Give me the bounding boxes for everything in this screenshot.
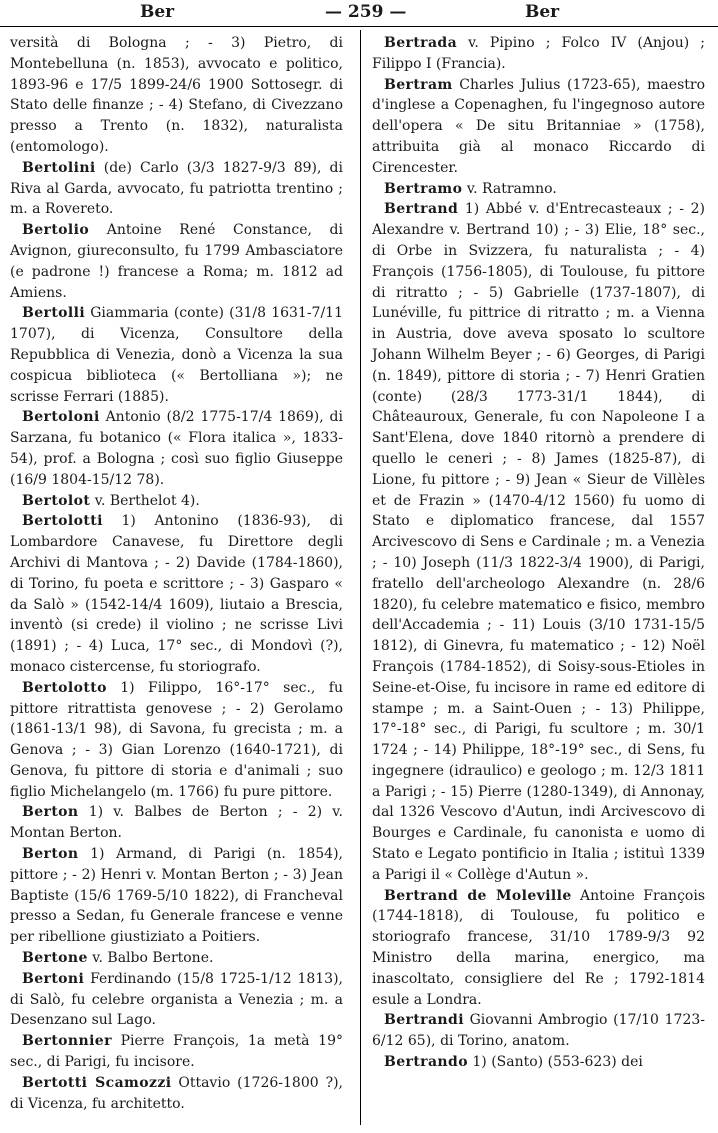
dictionary-entry	[10, 802, 343, 844]
dictionary-entry	[372, 75, 705, 179]
entry-headword: Bertotti Scamozzi	[22, 1074, 172, 1091]
dictionary-entry	[10, 844, 343, 948]
entry-headword: Bertolot	[22, 492, 91, 509]
entry-text: 1) Abbé v. d'Entrecasteaux ; - 2) Alexandre v. Bertrand 10) ; - 3) Elie, 18° sec., di Orbe in Svizzera, fu naturalista ; - 4) François (1756-1805), di Toulouse, fu pittore di ritratto ; - 5) Gabrielle (1737-1807), di Lunéville, fu pittrice di ritratto ; m. a Vienna in Austria, dove aveva sposato lo scultore Johann Wilhelm Beyer ; - 6) Georges, di Parigi (n. 1849), pittore di storia ; - 7) Henri Gratien (conte) (28/3 1773-31/1 1844), di Châteauroux, Generale, fu con Napoleone I a Sant'Elena, dove 1840 ritornò a prendere di quello le ceneri ; - 8) James (1825-87), di Lione, fu pittore ; - 9) Jean « Sieur de Villèles et de Frazin » (1470-4/12 1560) fu uomo di Stato e diplomatico francese, dal 1557 Arcivescovo di Sens e Cardinale ; m. a Venezia ; - 10) Joseph (11/3 1822-3/4 1900), di Parigi, fratello dell'archeologo Alexandre (n. 28/6 1820), fu celebre matematico e fisico, membro dell'Accademia ; - 11) Louis (3/10 1731-15/5 1812), di Ginevra, fu matematico ; - 12) Noël François (1784-1852), di Soisy-sous-Etioles in Seine-et-Oise, fu incisore in rame ed editore di stampe ; m. a Saint-Ouen ; - 13) Philippe, 17°-18° sec., di Parigi, fu scultore ; m. 30/1 1724 ; - 14) Philippe, 18°-19° sec., di Sens, fu ingegnere (idraulico) e geologo ; m. 12/3 1811 a Parigi ; - 15) Pierre (1280-1349), di Annonay, dal 1326 Vescovo d'Autun, indi Arcivescovo di Bourges e Cardinale, fu canonista e uomo di Stato e Legato pontificio in Italia ; istituì 1339 a Parigi il « Collège d'Autun ».	[372, 201, 705, 883]
entry-headword: Berton	[22, 804, 79, 821]
entry-text: 1) Armand, di Parigi (n. 1854), pittore ; - 2) Henri v. Montan Berton ; - 3) Jean Baptiste (15/6 1769-5/10 1822), di Francheval presso a Sedan, fu Generale francese e venne per ribellione giustiziato a Poitiers.	[10, 846, 343, 946]
entry-text: Ottavio (1726-1800 ?), di Vicenza, fu architetto.	[10, 1074, 343, 1112]
entry-headword: Bertram	[384, 76, 453, 93]
entry-headword: Bertrada	[384, 35, 458, 51]
entry-headword: Bertoloni	[22, 409, 100, 426]
entry-text: 1) Filippo, 16°-17° sec., fu pittore ritrattista genovese ; - 2) Gerolamo (1861-13/1 98), di Savona, fu grecista ; m. a Genova ; - 3) Gian Lorenzo (1640-1721), di Genova, fu pittore di storia e d'animali ; suo figlio Michelangelo (m. 1766) fu pure pittore.	[10, 679, 343, 800]
dictionary-entry	[10, 220, 343, 303]
dictionary-entry	[10, 678, 343, 803]
entry-text: Antoine René Constance, di Avignon, giureconsulto, fu 1799 Ambasciatore (e padrone !) francese a Roma; m. 1812 ad Amiens.	[10, 222, 343, 301]
entry-headword: Bertolotti	[22, 513, 103, 530]
entry-text: Charles Julius (1723-65), maestro d'inglese a Copenaghen, fu l'ingegnoso autore dell'opera « De situ Britanniae » (1758), attribuita già al monaco Riccardo di Cirencester.	[372, 76, 705, 176]
entry-text: v. Balbo Bertone.	[87, 950, 214, 967]
dictionary-entry	[10, 1073, 343, 1115]
entry-headword: Berton	[22, 846, 79, 863]
dictionary-entry	[10, 948, 343, 969]
entry-headword: Bertolini	[22, 159, 96, 176]
page-header	[0, 0, 718, 26]
entry-text: Antoine François (1744-1818), di Toulouse, fu politico e storiografo francese, 31/10 1789-9/3 92 Ministro della marina, energico, ma inascoltato, consigliere del Re ; 1792-1814 esule a Londra.	[372, 887, 705, 1008]
dictionary-entry	[372, 199, 705, 885]
entry-text: v. Berthelot 4).	[90, 492, 200, 509]
page-number: — 259 —	[325, 2, 407, 22]
dictionary-entry	[372, 179, 705, 200]
dictionary-entry	[10, 491, 343, 512]
entry-text: Giammaria (conte) (31/8 1631-7/11 1707), di Vicenza, Consultore della Repubblica di Venezia, donò a Vicenza la sua cospicua biblioteca (« Bertolliana »); ne scrisse Ferrari (1885).	[10, 305, 343, 405]
entry-headword: Bertolotto	[22, 679, 107, 696]
entry-headword: Bertonnier	[22, 1033, 112, 1050]
dictionary-entry	[10, 407, 343, 490]
dictionary-entry	[372, 33, 705, 75]
dictionary-entry	[10, 158, 343, 220]
left-column	[10, 33, 343, 1114]
column-divider	[360, 30, 361, 1125]
entry-text: 1) (Santo) (553-623) dei	[467, 1054, 643, 1071]
running-head-right: Ber	[525, 2, 560, 22]
dictionary-entry	[10, 1031, 343, 1073]
entry-text: (de) Carlo (3/3 1827-9/3 89), di Riva al Garda, avvocato, fu patriotta trentino ; m. a Rovereto.	[10, 159, 343, 218]
entry-text: v. Pipino ; Folco IV (Anjou) ; Filippo I (Francia).	[372, 35, 705, 72]
entry-headword: Bertrand	[384, 201, 459, 218]
entry-headword: Bertramo	[384, 180, 463, 197]
entry-text: Pierre François, 1a metà 19° sec., di Parigi, fu incisore.	[10, 1033, 343, 1071]
entry-text: 1) Antonino (1836-93), di Lombardore Canavese, fu Direttore degli Archivi di Mantova ; - 2) Davide (1784-1860), di Torino, fu poeta e scrittore ; - 3) Gasparo « da Salò » (1542-14/4 1609), liutaio a Brescia, inventò (si crede) il violino ; ne scrisse Livi (1891) ; - 4) Luca, 17° sec., di Mondovì (?), monaco cistercense, fu storiografo.	[10, 513, 343, 675]
entry-headword: Bertrando	[384, 1054, 468, 1071]
dictionary-entry	[10, 303, 343, 407]
entry-text: Giovanni Ambrogio (17/10 1723-6/12 65), di Torino, anatom.	[372, 1012, 705, 1050]
entry-text: versità di Bologna ; - 3) Pietro, di Montebelluna (n. 1853), avvocato e politico, 1893-96 e 17/5 1899-24/6 1900 Sottosegr. di Stato delle finanze ; - 4) Stefano, di Civezzano presso a Trento (n. 1832), naturalista (entomologo).	[10, 35, 343, 155]
entry-text: Antonio (8/2 1775-17/4 1869), di Sarzana, fu botanico (« Flora italica », 1833-54), prof. a Bologna ; così suo figlio Giuseppe (16/9 1804-15/12 78).	[10, 409, 343, 488]
entry-headword: Bertrandi	[384, 1012, 464, 1029]
header-rule	[0, 26, 718, 27]
entry-text: Ferdinando (15/8 1725-1/12 1813), di Salò, fu celebre organista a Venezia ; m. a Desenzano sul Lago.	[10, 970, 343, 1029]
entry-headword: Bertolio	[22, 222, 90, 239]
right-column	[372, 33, 705, 1073]
entry-headword: Bertoni	[22, 970, 85, 987]
dictionary-entry	[372, 1052, 705, 1073]
running-head-left: Ber	[140, 2, 175, 22]
entry-headword: Bertolli	[22, 305, 86, 322]
entry-headword: Bertrand de Moleville	[384, 887, 572, 904]
dictionary-entry	[372, 1010, 705, 1052]
dictionary-entry	[10, 33, 343, 158]
entry-headword: Bertone	[22, 950, 88, 967]
dictionary-entry	[10, 511, 343, 677]
dictionary-entry	[372, 886, 705, 1011]
entry-text: v. Ratramno.	[462, 180, 557, 197]
dictionary-entry	[10, 969, 343, 1031]
entry-text: 1) v. Balbes de Berton ; - 2) v. Montan Berton.	[10, 804, 343, 842]
